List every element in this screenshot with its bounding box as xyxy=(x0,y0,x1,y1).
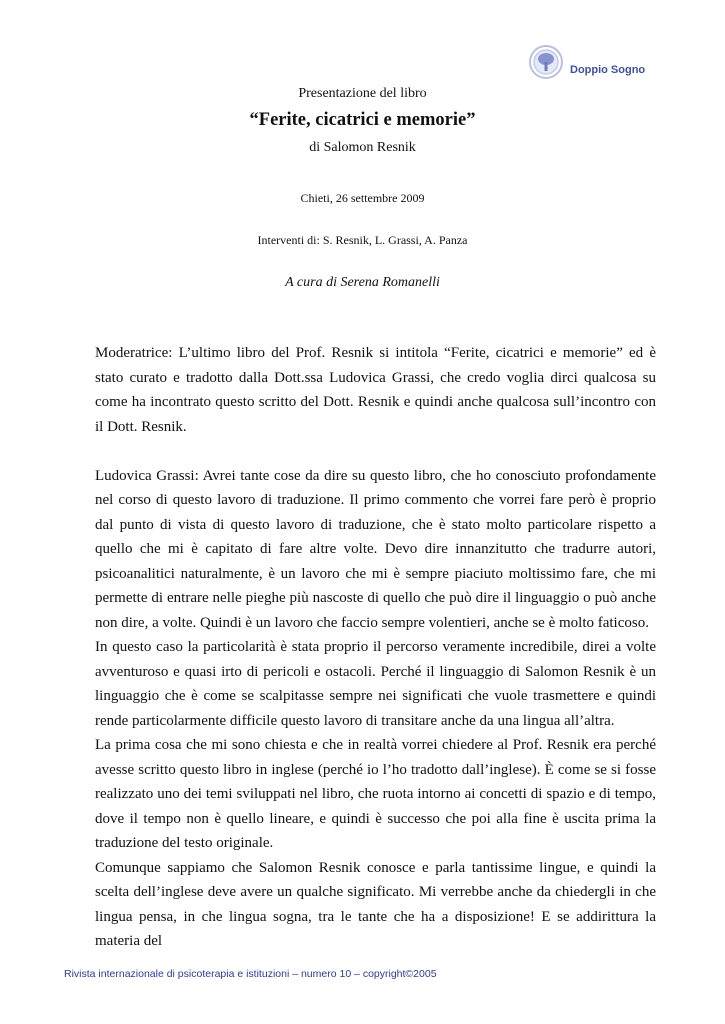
event-date: Chieti, 26 settembre 2009 xyxy=(300,191,425,205)
page-footer: Rivista internazionale di psicoterapia e istituzioni – numero 10 – copyright©2005 xyxy=(64,968,437,980)
book-author: di Salomon Resnik xyxy=(309,140,416,155)
book-title: “Ferite, cicatrici e memorie” xyxy=(249,110,476,130)
article-body xyxy=(95,341,656,954)
logo-text: Doppio Sogno xyxy=(570,64,646,76)
paragraph-grassi-1: Ludovica Grassi: Avrei tante cose da dire su questo libro, che ho conosciuto profondamente nel corso di questo lavoro di traduzione. Il primo commento che vorrei fare però è proprio dal punto di vista di questo lavoro di traduzione, che è stato molto particolare rispetto a quello che mi è capitato di fare altre volte. Devo dire innanzitutto che tradurre autori, psicoanalitici naturalmente, è un lavoro che mi è sempre piaciuto moltissimo fare, che mi permette di entrare nelle pieghe più nascoste di quello che può dire il linguaggio o può anche non dire, a volte. Quindi è un lavoro che faccio sempre volentieri, anche se è molto faticoso. xyxy=(95,467,656,631)
paragraph-moderator: Moderatrice: L’ultimo libro del Prof. Resnik si intitola “Ferite, cicatrici e memorie” ed è stato curato e tradotto dalla Dott.ssa Ludovica Grassi, che credo voglia dirci qualcosa su come ha incontrato questo scritto del Dott. Resnik e quindi anche qualcosa sull’incontro con il Dott. Resnik. xyxy=(95,345,656,435)
presentation-label: Presentazione del libro xyxy=(298,86,427,101)
curator-line: A cura di Serena Romanelli xyxy=(285,275,440,290)
tree-icon xyxy=(528,44,568,92)
paragraph-grassi-2: In questo caso la particolarità è stata proprio il percorso veramente incredibile, direi a volte avventuroso e quasi irto di pericoli e ostacoli. Perché il linguaggio di Salomon Resnik è un linguaggio che è come se scalpitasse sempre nei significati che vuole trasmettere e quindi rende particolarmente difficile questo lavoro di transitare anche da una lingua all’altra. xyxy=(95,639,656,729)
speakers-line: Interventi di: S. Resnik, L. Grassi, A. Panza xyxy=(257,233,468,247)
paragraph-grassi-3: La prima cosa che mi sono chiesta e che in realtà vorrei chiedere al Prof. Resnik era perché avesse scritto questo libro in inglese (perché io l’ho tradotto dall’inglese). È come se si fosse realizzato uno dei temi sviluppati nel libro, che ruota intorno ai concetti di spazio e di tempo, dove il tempo non è quello lineare, e quindi è successo che poi alla fine è uscita prima la traduzione del testo originale. xyxy=(95,737,656,851)
paragraph-grassi-4: Comunque sappiamo che Salomon Resnik conosce e parla tantissime lingue, e quindi la scelta dell’inglese deve avere un qualche significato. Mi verrebbe anche da chiedergli in che lingua pensa, in che lingua sogna, tra le tante che ha a disposizione! E se addirittura la materia del xyxy=(95,859,656,949)
doppio-sogno-logo xyxy=(528,44,658,92)
